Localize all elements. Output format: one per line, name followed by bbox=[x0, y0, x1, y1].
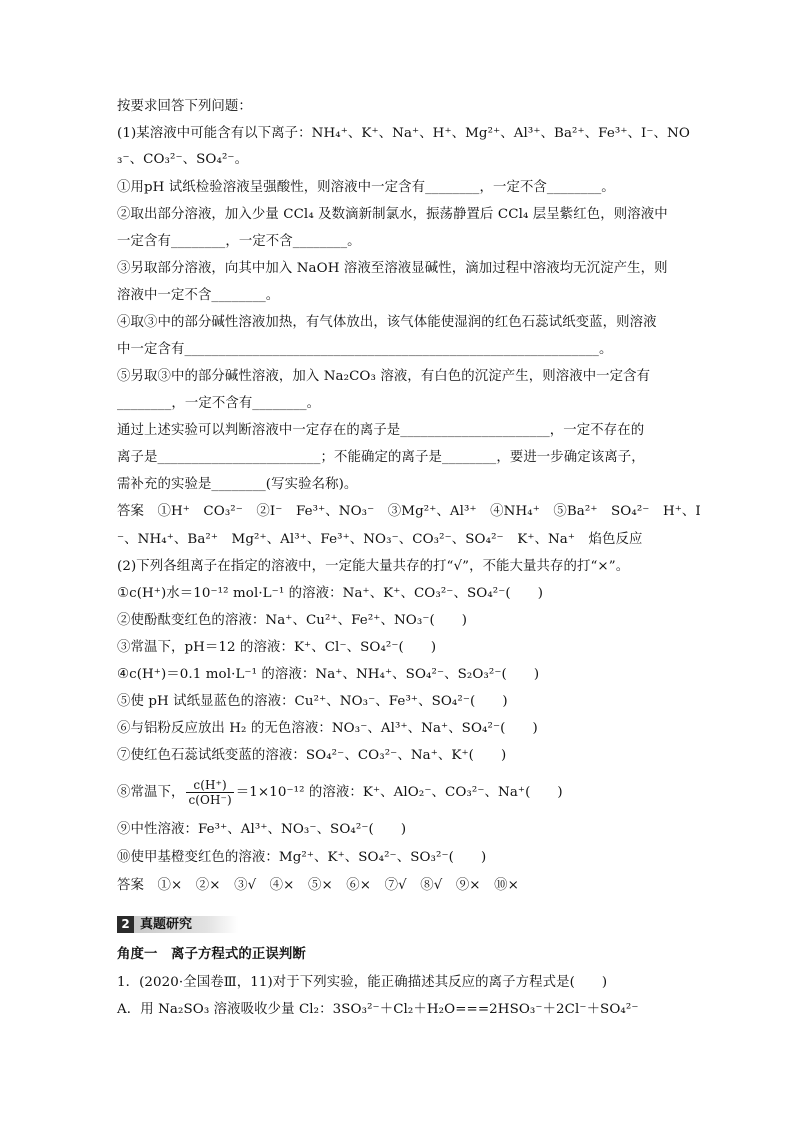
sub-question-4-cont: 中一定含有_____________________________________________________________。 bbox=[117, 342, 613, 357]
answer-1: 答案 ①H⁺ CO₃²⁻ ②I⁻ Fe³⁺、NO₃⁻ ③Mg²⁺、Al³⁺ ④NH₄⁺ ⑤Ba²⁺ SO₄²⁻ H⁺、I bbox=[117, 504, 701, 519]
question-1-stem: (1)某溶液中可能含有以下离子：NH₄⁺、K⁺、Na⁺、H⁺、Mg²⁺、Al³⁺、Ba²⁺、Fe³⁺、I⁻、NO bbox=[117, 126, 690, 141]
sub-question-1: ①用pH 试纸检验溶液呈强酸性，则溶液中一定含有________，一定不含________。 bbox=[117, 180, 615, 195]
item-8 bbox=[117, 778, 563, 807]
option-a: A．用 Na₂SO₃ 溶液吸收少量 Cl₂：3SO₃²⁻＋Cl₂＋H₂O===2HSO₃⁻＋2Cl⁻＋SO₄²⁻ bbox=[117, 1002, 639, 1017]
fraction-numerator: c(H⁺) bbox=[186, 778, 233, 793]
sub-question-2-cont: 一定含有________，一定不含________。 bbox=[117, 234, 361, 249]
item-8-prefix: ⑧常温下， bbox=[117, 785, 185, 800]
fraction-denominator: c(OH⁻) bbox=[188, 793, 232, 807]
angle-heading: 角度一 离子方程式的正误判断 bbox=[117, 947, 306, 962]
item-9: ⑨中性溶液：Fe³⁺、Al³⁺、NO₃⁻、SO₄²⁻( ) bbox=[117, 822, 407, 837]
sub-question-5-cont: ________，一定不含有________。 bbox=[117, 396, 321, 411]
item-3: ③常温下，pH＝12 的溶液：K⁺、Cl⁻、SO₄²⁻( ) bbox=[117, 640, 437, 655]
question-1-stem-cont: ₃⁻、CO₃²⁻、SO₄²⁻。 bbox=[117, 152, 249, 167]
item-6: ⑥与铝粉反应放出 H₂ 的无色溶液：NO₃⁻、Al³⁺、Na⁺、SO₄²⁻( ) bbox=[117, 721, 538, 736]
sub-question-3-cont: 溶液中一定不含________。 bbox=[117, 288, 280, 303]
sub-question-2: ②取出部分溶液，加入少量 CCl₄ 及数滴新制氯水，振荡静置后 CCl₄ 层呈紫红色，则溶液中 bbox=[117, 207, 668, 222]
question-2-stem: (2)下列各组离子在指定的溶液中，一定能大量共存的打“√”，不能大量共存的打“×”。 bbox=[117, 559, 630, 574]
item-2: ②使酚酞变红色的溶液：Na⁺、Cu²⁺、Fe²⁺、NO₃⁻( ) bbox=[117, 613, 468, 628]
item-5: ⑤使 pH 试纸显蓝色的溶液：Cu²⁺、NO₃⁻、Fe³⁺、SO₄²⁻( ) bbox=[117, 694, 508, 709]
summary-question-cont: 离子是________________________；不能确定的离子是________，要进一步确定该离子， bbox=[117, 450, 645, 465]
section-number-badge: 2 bbox=[117, 916, 134, 933]
item-8-suffix: ＝1×10⁻¹² 的溶液：K⁺、AlO₂⁻、CO₃²⁻、Na⁺( ) bbox=[235, 785, 563, 800]
section-header bbox=[117, 914, 238, 934]
sub-question-5: ⑤另取③中的部分碱性溶液，加入 Na₂CO₃ 溶液，有白色的沉淀产生，则溶液中一定含有 bbox=[117, 369, 651, 384]
concentration-ratio-fraction bbox=[186, 778, 233, 807]
answer-1-cont: ⁻、NH₄⁺、Ba²⁺ Mg²⁺、Al³⁺、Fe³⁺、NO₃⁻、CO₃²⁻、SO₄²⁻ K⁺、Na⁺ 焰色反应 bbox=[117, 532, 643, 547]
item-7: ⑦使红色石蕊试纸变蓝的溶液：SO₄²⁻、CO₃²⁻、Na⁺、K⁺( ) bbox=[117, 748, 507, 763]
intro-line: 按要求回答下列问题： bbox=[117, 99, 252, 114]
item-1: ①c(H⁺)水＝10⁻¹² mol·L⁻¹ 的溶液：Na⁺、K⁺、CO₃²⁻、SO₄²⁻( ) bbox=[117, 586, 544, 601]
sub-question-3: ③另取部分溶液，向其中加入 NaOH 溶液至溶液显碱性，滴加过程中溶液均无沉淀产生，则 bbox=[117, 261, 668, 276]
exam-question-1: 1．(2020·全国卷Ⅲ，11)对于下列实验，能正确描述其反应的离子方程式是( ) bbox=[117, 975, 608, 990]
summary-question: 通过上述实验可以判断溶液中一定存在的离子是______________________，一定不存在的 bbox=[117, 423, 645, 438]
item-4: ④c(H⁺)＝0.1 mol·L⁻¹ 的溶液：Na⁺、NH₄⁺、SO₄²⁻、S₂O₃²⁻( ) bbox=[117, 667, 540, 682]
section-title: 真题研究 bbox=[134, 916, 238, 933]
answer-2: 答案 ①× ②× ③√ ④× ⑤× ⑥× ⑦√ ⑧√ ⑨× ⑩× bbox=[117, 878, 519, 893]
item-10: ⑩使甲基橙变红色的溶液：Mg²⁺、K⁺、SO₄²⁻、SO₃²⁻( ) bbox=[117, 850, 487, 865]
sub-question-4: ④取③中的部分碱性溶液加热，有气体放出，该气体能使湿润的红色石蕊试纸变蓝，则溶液 bbox=[117, 315, 657, 330]
summary-question-cont-2: 需补充的实验是________(写实验名称)。 bbox=[117, 477, 358, 492]
